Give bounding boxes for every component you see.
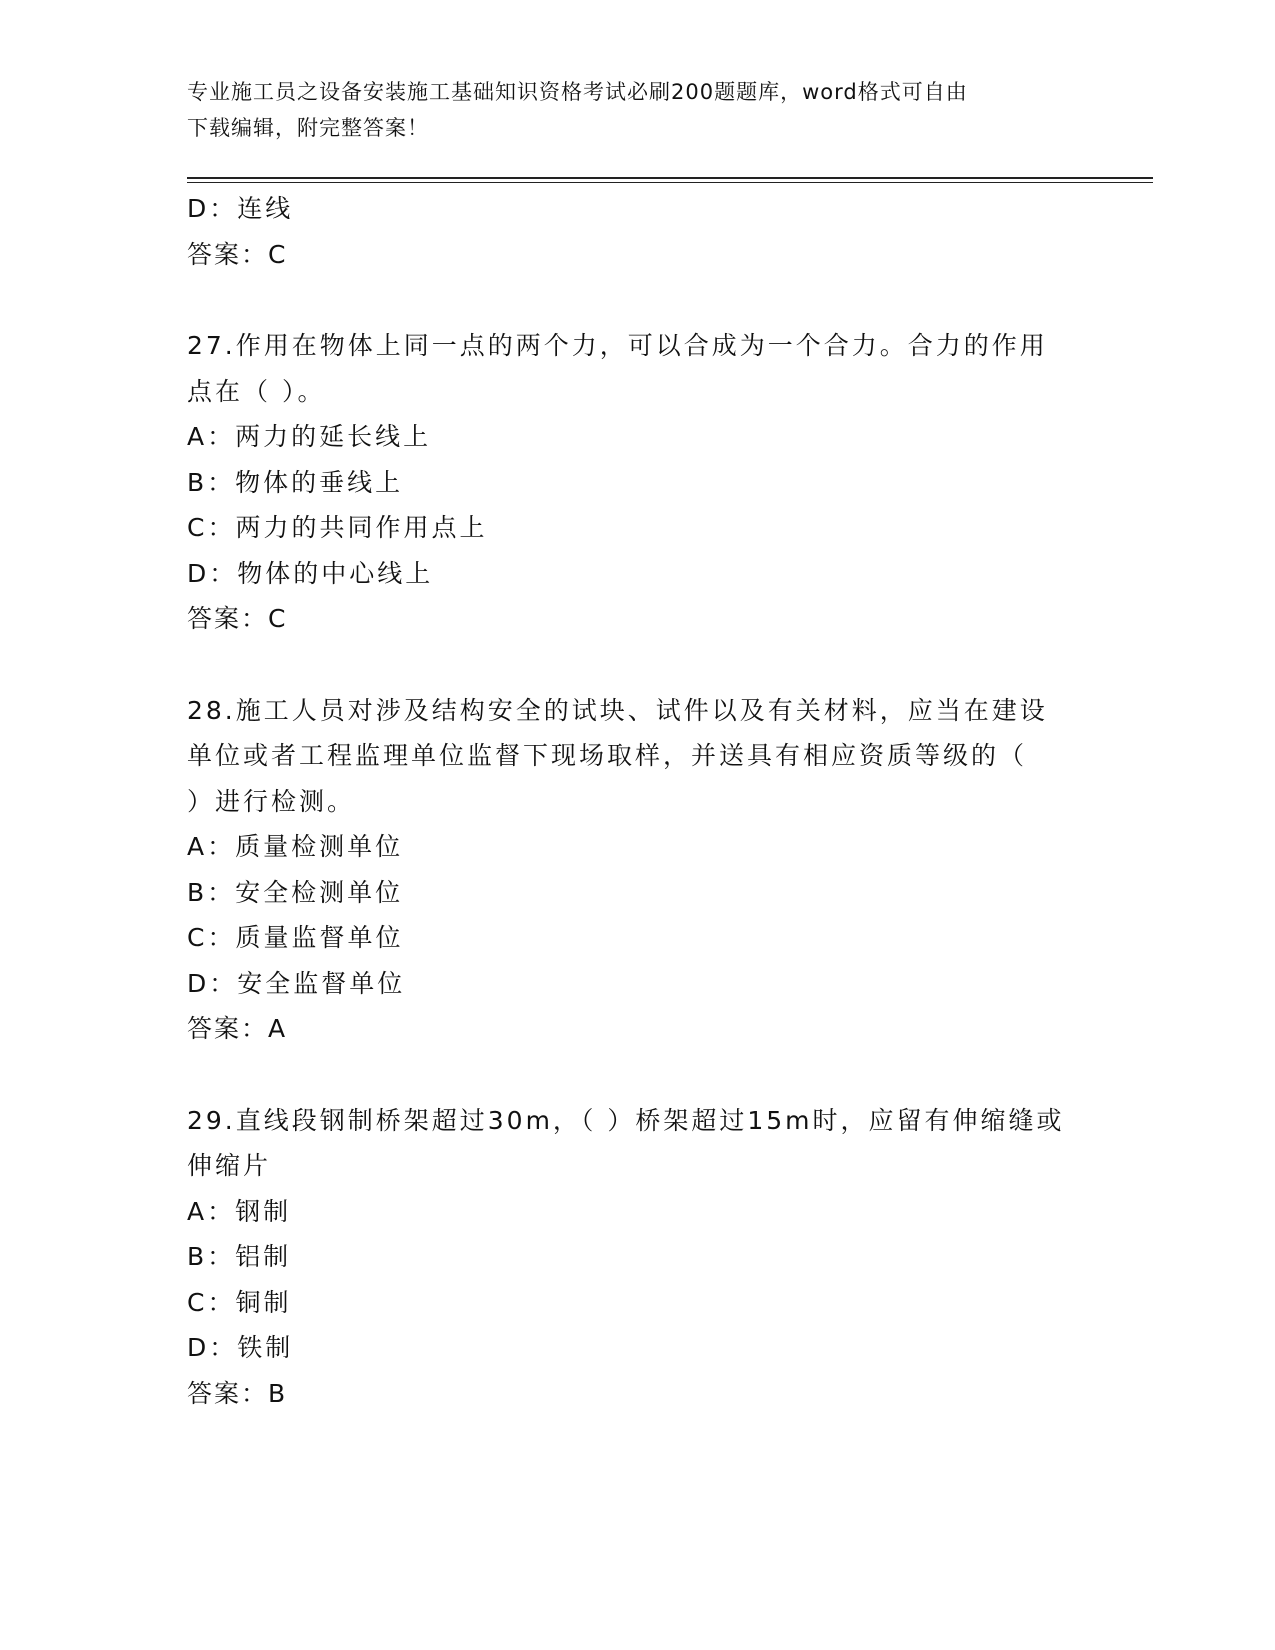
option-d: D：物体的中心线上: [187, 558, 434, 588]
question-stem-line: 28.施工人员对涉及结构安全的试块、试件以及有关材料，应当在建设: [187, 695, 1048, 725]
header-line-2: 下载编辑，附完整答案！: [187, 116, 429, 140]
option-b: B：铝制: [187, 1242, 292, 1271]
question-stem-line: 27.作用在物体上同一点的两个力，可以合成为一个合力。合力的作用: [187, 331, 1048, 360]
question-stem-line: 点在（ ）。: [187, 376, 326, 406]
spacer: [187, 277, 1087, 323]
option-b: B：安全检测单位: [187, 877, 404, 907]
question-stem-line: 29.直线段钢制桥架超过30m，（ ）桥架超过15m时，应留有伸缩缝或: [187, 1105, 1065, 1135]
answer: 答案：B: [187, 1378, 288, 1408]
question-27: [187, 323, 1087, 642]
option-a: A：钢制: [187, 1196, 292, 1226]
answer: 答案：C: [187, 604, 288, 633]
question-list: [187, 186, 1087, 1416]
question-stem-line: 单位或者工程监理单位监督下现场取样，并送具有相应资质等级的（: [187, 741, 1028, 770]
page-header: [187, 74, 1067, 146]
header-rule-thick: [187, 177, 1153, 179]
spacer: [187, 642, 1087, 688]
option-b: B：物体的垂线上: [187, 467, 404, 497]
option-c: C：两力的共同作用点上: [187, 513, 488, 542]
option-a: A：两力的延长线上: [187, 422, 432, 451]
question-28: [187, 688, 1087, 1052]
prev-question-option-d: D：连线: [187, 194, 294, 223]
option-d: D：安全监督单位: [187, 968, 406, 998]
question-29: [187, 1098, 1087, 1417]
header-line-1: 专业施工员之设备安装施工基础知识资格考试必刷200题题库，word格式可自由: [187, 80, 968, 104]
question-stem-line: ）进行检测。: [187, 786, 356, 816]
option-d: D：铁制: [187, 1333, 294, 1362]
option-a: A：质量检测单位: [187, 832, 404, 861]
prev-question-answer: 答案：C: [187, 239, 288, 269]
answer: 答案：A: [187, 1014, 288, 1043]
spacer: [187, 1052, 1087, 1098]
question-stem-line: 伸缩片: [187, 1151, 272, 1180]
header-rule-thin: [187, 182, 1153, 183]
option-c: C：质量监督单位: [187, 923, 404, 952]
option-c: C：铜制: [187, 1287, 292, 1317]
